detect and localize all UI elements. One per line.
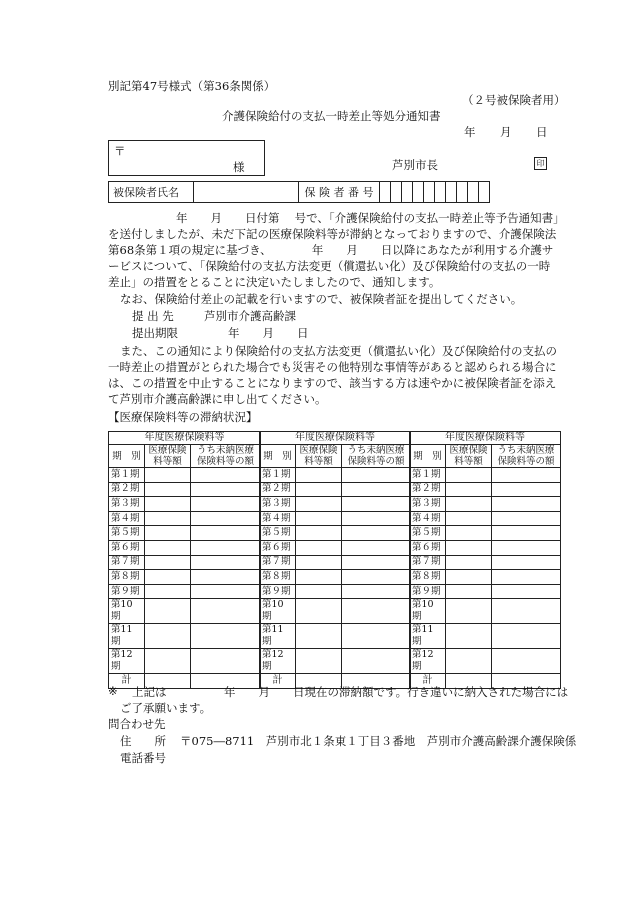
- body-paragraph-1-line-5: 差止」の措置をとることに決定いたしましたので、通知します。: [108, 275, 441, 289]
- body-paragraph-3-line-3: は、この措置を中止することになりますので、該当する方は速やかに被保険者証を添え: [108, 376, 557, 390]
- total-cell: 計: [109, 674, 145, 689]
- period-cell: 第５期: [410, 526, 446, 541]
- table-row: [260, 624, 411, 649]
- table-row: [410, 497, 561, 512]
- period-cell: 第３期: [109, 497, 145, 512]
- premium-amount-column-header: 医療保険料等額: [296, 445, 342, 468]
- period-cell: 第１期: [260, 468, 296, 483]
- date-month: 月: [500, 125, 512, 139]
- table-row: [109, 468, 261, 483]
- date-year: 年: [464, 125, 476, 139]
- period-cell: 第１期: [410, 468, 446, 483]
- table-row: [260, 468, 411, 483]
- insured-name-field: [194, 182, 299, 203]
- period-cell: 第10期: [410, 599, 446, 624]
- period-cell: 第12期: [109, 649, 145, 674]
- period-cell: 第12期: [410, 649, 446, 674]
- date-day: 日: [536, 125, 548, 139]
- period-cell: 第３期: [260, 497, 296, 512]
- unpaid-amount-column-header: うち未納医療保険料等の額: [191, 445, 261, 468]
- table-row: [260, 511, 411, 526]
- fiscal-year-header: 年度医療保険料等: [410, 432, 561, 445]
- period-cell: 第８期: [410, 570, 446, 585]
- insurer-number-digit: [479, 182, 490, 203]
- period-cell: 第10期: [260, 599, 296, 624]
- period-cell: 第10期: [109, 599, 145, 624]
- note-line-2: ご了承願います。: [120, 701, 212, 715]
- table-row: [260, 570, 411, 585]
- table-row: [109, 584, 261, 599]
- arrears-table: [409, 431, 561, 689]
- table-row: [260, 555, 411, 570]
- period-cell: 第６期: [109, 540, 145, 555]
- table-row: [260, 497, 411, 512]
- period-column-header: 期 別: [109, 445, 145, 468]
- period-cell: 第５期: [260, 526, 296, 541]
- table-row: [260, 482, 411, 497]
- table-row: [109, 482, 261, 497]
- arrears-table: [108, 431, 261, 689]
- body-paragraph-3-line-4: て芦別市介護高齢課に申し出てください。: [108, 392, 327, 406]
- period-cell: 第４期: [260, 511, 296, 526]
- period-column-header: 期 別: [260, 445, 296, 468]
- period-cell: 第11期: [109, 624, 145, 649]
- insurer-number-digit: [424, 182, 435, 203]
- body-paragraph-2: なお、保険給付差止の記載を行いますので、被保険者証を提出してください。: [120, 292, 523, 306]
- table-row: [410, 599, 561, 624]
- period-cell: 第９期: [410, 584, 446, 599]
- unpaid-amount-column-header: うち未納医療保険料等の額: [492, 445, 561, 468]
- insured-info-table: [108, 181, 490, 203]
- period-cell: 第４期: [109, 511, 145, 526]
- insured-type-label: （２号被保険者用）: [462, 93, 566, 107]
- postal-mark: 〒: [114, 144, 126, 158]
- page-title: 介護保険給付の支払一時差止等処分通知書: [222, 109, 441, 123]
- section-title: 【医療保険料等の滞納状況】: [108, 410, 258, 424]
- submit-to-value: 芦別市介護高齢課: [204, 309, 296, 323]
- insurer-number-digit: [446, 182, 457, 203]
- table-row: [410, 584, 561, 599]
- arrears-table: [259, 431, 411, 689]
- period-cell: 第５期: [109, 526, 145, 541]
- insurer-number-digit: [391, 182, 402, 203]
- period-cell: 第４期: [410, 511, 446, 526]
- table-row: [410, 555, 561, 570]
- table-row: [260, 526, 411, 541]
- table-row: [410, 482, 561, 497]
- table-row: [410, 526, 561, 541]
- period-cell: 第６期: [410, 540, 446, 555]
- period-cell: 第６期: [260, 540, 296, 555]
- insured-name-label: 被保険者氏名: [109, 182, 194, 203]
- table-row: [109, 555, 261, 570]
- seal-mark: 印: [534, 157, 547, 170]
- fiscal-year-header: 年度医療保険料等: [109, 432, 261, 445]
- period-cell: 第２期: [260, 482, 296, 497]
- note-line-1: 上記は 年 月 日現在の滞納額です。行き違いに納入された場合には: [132, 685, 569, 699]
- body-paragraph-1-line-4: ービスについて、「保険給付の支払方法変更（償還払い化）及び保険給付の支払の一時: [108, 259, 551, 273]
- issuer-name: 芦別市長: [392, 158, 438, 172]
- table-row: [109, 599, 261, 624]
- submit-to-label: 提 出 先: [132, 309, 174, 323]
- period-cell: 第７期: [109, 555, 145, 570]
- table-row: [109, 497, 261, 512]
- table-row: [410, 540, 561, 555]
- period-cell: 第12期: [260, 649, 296, 674]
- table-row: [260, 649, 411, 674]
- table-row: [260, 599, 411, 624]
- period-cell: 第３期: [410, 497, 446, 512]
- period-cell: 第２期: [109, 482, 145, 497]
- table-row: [410, 511, 561, 526]
- period-cell: 第７期: [260, 555, 296, 570]
- insurer-number-digit: [435, 182, 446, 203]
- body-paragraph-1-line-2: を送付しましたが、未だ下記の医療保険料等が滞納となっておりますので、介護保険法: [108, 227, 557, 241]
- table-row: [260, 540, 411, 555]
- body-paragraph-1-line-3: 第68条第１項の規定に基づき、 年 月 日以降にあなたが利用する介護サ: [108, 243, 554, 257]
- period-cell: 第９期: [260, 584, 296, 599]
- insurer-number-digit: [402, 182, 413, 203]
- period-cell: 第２期: [410, 482, 446, 497]
- period-cell: 第11期: [410, 624, 446, 649]
- period-cell: 第11期: [260, 624, 296, 649]
- period-cell: 第９期: [109, 584, 145, 599]
- insurer-number-digit: [380, 182, 391, 203]
- address-value: 〒075―8711 芦別市北１条東１丁目３番地 芦別市介護高齢課介護保険係: [180, 734, 577, 748]
- table-row: [410, 570, 561, 585]
- table-row: [109, 570, 261, 585]
- period-cell: 第８期: [109, 570, 145, 585]
- insurer-number-digit: [413, 182, 424, 203]
- form-number: 別記第47号様式（第36条関係）: [108, 79, 276, 93]
- table-row: [410, 649, 561, 674]
- table-row: [410, 468, 561, 483]
- insurer-number-digit: [468, 182, 479, 203]
- address-label: 住 所: [120, 734, 166, 748]
- body-paragraph-3-line-1: また、この通知により保険給付の支払方法変更（償還払い化）及び保険給付の支払の: [120, 344, 557, 358]
- period-cell: 第７期: [410, 555, 446, 570]
- table-row: [260, 584, 411, 599]
- table-row: [109, 649, 261, 674]
- table-row: [109, 624, 261, 649]
- deadline-value: 年 月 日: [228, 326, 309, 340]
- table-row: [109, 511, 261, 526]
- insurer-number-label: 保 険 者 番 号: [299, 182, 380, 203]
- period-cell: 第８期: [260, 570, 296, 585]
- period-cell: 第１期: [109, 468, 145, 483]
- body-paragraph-1-line-1: 年 月 日付第 号で、「介護保険給付の支払一時差止等予告通知書」: [176, 211, 565, 225]
- phone-label: 電話番号: [120, 751, 166, 765]
- premium-amount-column-header: 医療保険料等額: [446, 445, 492, 468]
- recipient-honorific: 様: [233, 160, 245, 174]
- insurer-number-digit: [457, 182, 468, 203]
- total-cell: 計: [260, 674, 296, 689]
- period-column-header: 期 別: [410, 445, 446, 468]
- note-mark: ※: [108, 684, 118, 698]
- body-paragraph-3-line-2: 一時差止の措置がとられた場合でも災害その他特別な事情等があると認められる場合に: [108, 360, 557, 374]
- deadline-label: 提出期限: [132, 326, 178, 340]
- total-cell: 計: [410, 674, 446, 689]
- inquiry-label: 問合わせ先: [108, 717, 166, 731]
- unpaid-amount-column-header: うち未納医療保険料等の額: [342, 445, 411, 468]
- fiscal-year-header: 年度医療保険料等: [260, 432, 411, 445]
- recipient-address-box: [108, 140, 265, 176]
- table-row: [410, 624, 561, 649]
- table-row: [109, 540, 261, 555]
- table-row: [109, 526, 261, 541]
- premium-amount-column-header: 医療保険料等額: [145, 445, 191, 468]
